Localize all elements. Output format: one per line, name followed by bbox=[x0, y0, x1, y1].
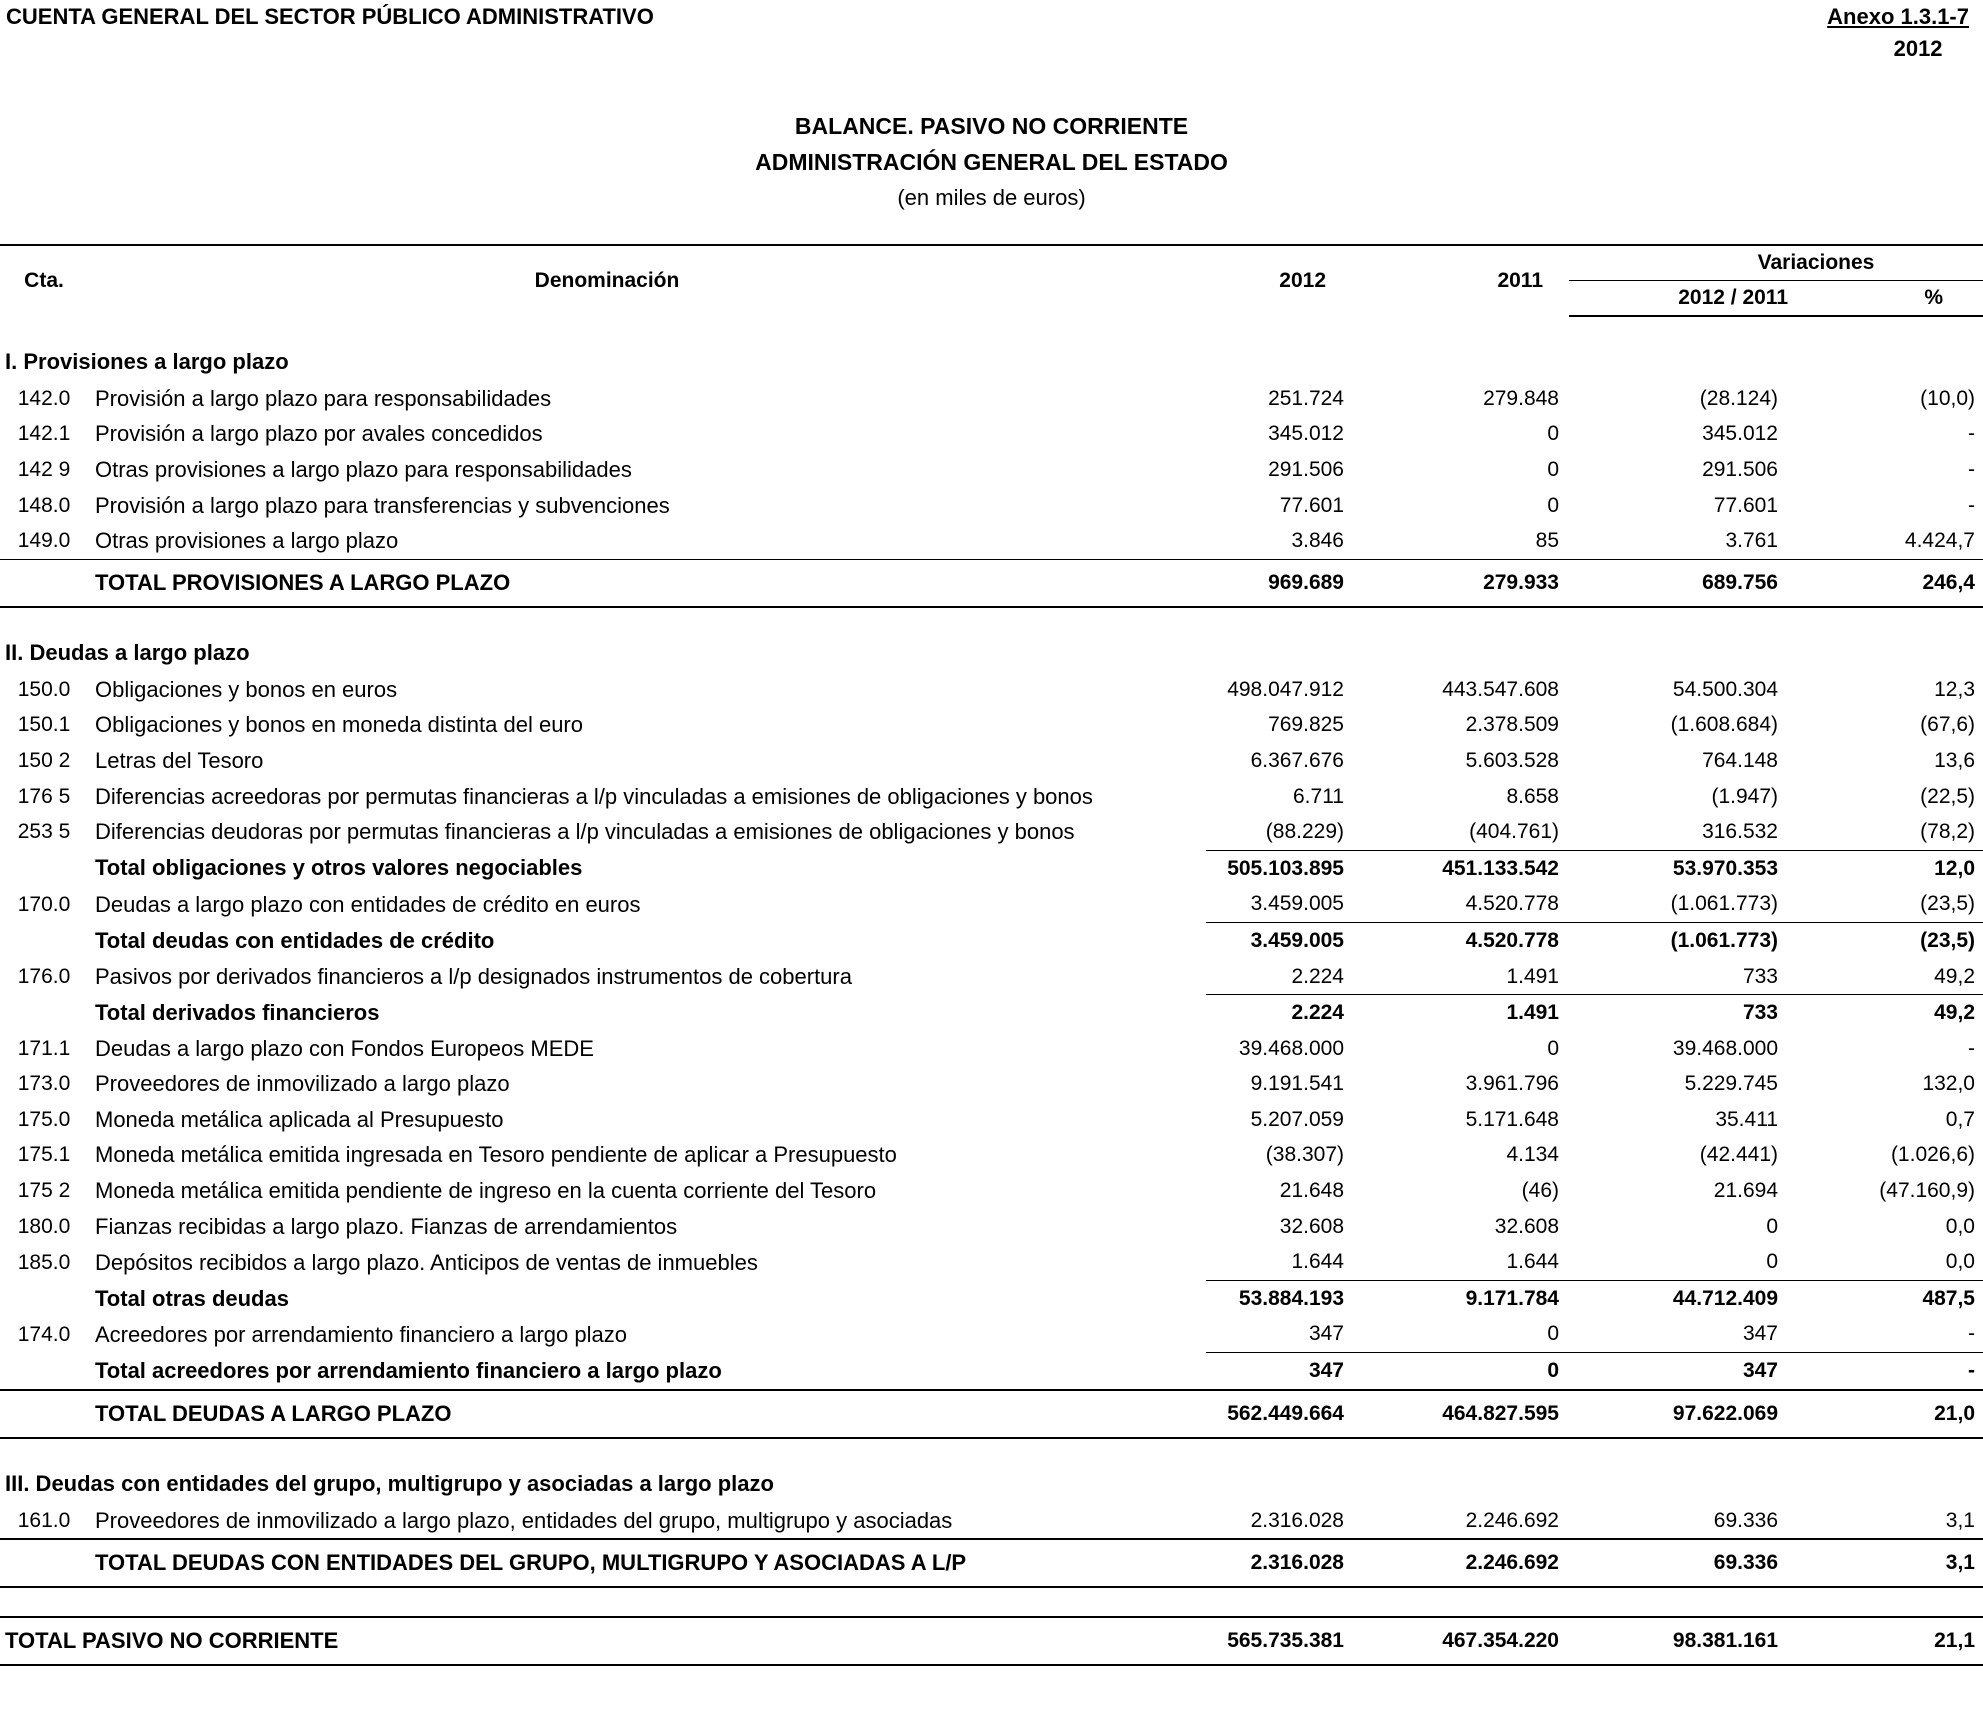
cell-2012: 32.608 bbox=[1279, 1214, 1344, 1238]
cell-var: (1.061.773) bbox=[1569, 887, 1788, 923]
cell-cta bbox=[0, 850, 88, 886]
cell-pct: 132,0 bbox=[1922, 1072, 1975, 1096]
cell-var: 291.506 bbox=[1702, 457, 1778, 481]
cell-pct: 487,5 bbox=[1922, 1286, 1975, 1310]
cell-name: Obligaciones y bonos en euros bbox=[95, 676, 398, 702]
cell-2012: 2.224 bbox=[1206, 959, 1350, 995]
cell-cta: 175.0 bbox=[17, 1107, 71, 1131]
grand-total-row bbox=[0, 1617, 1983, 1665]
cell-name: Depósitos recibidos a largo plazo. Anticipos de ventas de inmuebles bbox=[95, 1249, 758, 1275]
cell-name: Total acreedores por arrendamiento financiero a largo plazo bbox=[95, 1357, 722, 1383]
cell-pct: - bbox=[1968, 422, 1975, 446]
cell-name: Deudas a largo plazo con Fondos Europeos MEDE bbox=[95, 1035, 594, 1061]
cell-2012: 53.884.193 bbox=[1238, 1286, 1344, 1310]
cell-cta: 171.1 bbox=[17, 1036, 71, 1060]
cell-2012: 2.316.028 bbox=[1206, 1539, 1350, 1587]
cell-var: (1.608.684) bbox=[1670, 713, 1778, 737]
total-row bbox=[0, 559, 1983, 607]
cell-pct: 12,0 bbox=[1934, 856, 1975, 880]
cell-cta: 253 5 bbox=[17, 820, 71, 844]
cell-name: Provisión a largo plazo para responsabilidades bbox=[95, 385, 552, 411]
cell-cta bbox=[0, 1539, 88, 1587]
cell-name: Proveedores de inmovilizado a largo plazo bbox=[95, 1071, 510, 1097]
cell-var: (1.947) bbox=[1711, 784, 1778, 808]
cell-pct: - bbox=[1968, 1359, 1975, 1383]
cell-2011: 4.134 bbox=[1506, 1143, 1559, 1167]
cell-cta: 185.0 bbox=[17, 1250, 71, 1274]
cell-var: (1.061.773) bbox=[1670, 928, 1778, 952]
cell-cta bbox=[0, 1281, 88, 1317]
cell-name: TOTAL DEUDAS A LARGO PLAZO bbox=[88, 1390, 1206, 1438]
cell-2011: 443.547.608 bbox=[1442, 677, 1559, 701]
cell-2011: 0 bbox=[1547, 1036, 1559, 1060]
table-row bbox=[0, 708, 1983, 744]
document-titles bbox=[0, 108, 1983, 216]
table-row bbox=[0, 1031, 1983, 1067]
cell-cta: 175 2 bbox=[17, 1179, 71, 1203]
cell-2012: (38.307) bbox=[1265, 1143, 1344, 1167]
cell-pct: (10,0) bbox=[1920, 386, 1975, 410]
col-header-variaciones: Variaciones bbox=[1569, 245, 1983, 281]
cell-var: 69.336 bbox=[1569, 1539, 1788, 1587]
cell-pct: 3,1 bbox=[1788, 1539, 1983, 1587]
cell-var: 347 bbox=[1569, 1317, 1788, 1353]
grand-total-2012: 565.735.381 bbox=[1206, 1617, 1350, 1665]
cell-cta bbox=[0, 995, 88, 1031]
cell-var: 77.601 bbox=[1713, 493, 1778, 517]
cell-cta bbox=[0, 923, 88, 959]
cell-name: TOTAL DEUDAS CON ENTIDADES DEL GRUPO, MULTIGRUPO Y ASOCIADAS A L/P bbox=[88, 1539, 1206, 1587]
cell-name: Diferencias acreedoras por permutas financieras a l/p vinculadas a emisiones de obligaciones y bonos bbox=[95, 783, 1093, 809]
cell-name: Provisión a largo plazo para transferencias y subvenciones bbox=[95, 492, 670, 518]
subtotal-row bbox=[0, 923, 1983, 959]
cell-name: Provisión a largo plazo por avales concedidos bbox=[95, 421, 543, 447]
cell-cta: 142.1 bbox=[17, 422, 71, 446]
cell-name: Total obligaciones y otros valores negociables bbox=[95, 855, 583, 881]
cell-2011: 9.171.784 bbox=[1465, 1286, 1559, 1310]
cell-pct: - bbox=[1788, 1317, 1983, 1353]
subtotal-row bbox=[0, 850, 1983, 886]
cell-cta: 174.0 bbox=[17, 1322, 71, 1346]
cell-pct: - bbox=[1968, 493, 1975, 517]
cell-name: Moneda metálica emitida ingresada en Tesoro pendiente de aplicar a Presupuesto bbox=[95, 1142, 897, 1168]
cell-var: 733 bbox=[1742, 1001, 1778, 1025]
cell-cta bbox=[0, 1390, 88, 1438]
cell-pct: 3,1 bbox=[1945, 1508, 1975, 1532]
cell-pct: (67,6) bbox=[1920, 713, 1975, 737]
cell-2012: 3.846 bbox=[1206, 523, 1350, 559]
cell-2011: 5.171.648 bbox=[1465, 1107, 1559, 1131]
cell-2011: 4.520.778 bbox=[1350, 887, 1569, 923]
cell-var: 5.229.745 bbox=[1684, 1072, 1778, 1096]
cell-2011: 0 bbox=[1350, 1317, 1569, 1353]
cell-2011: 5.603.528 bbox=[1465, 748, 1559, 772]
cell-cta bbox=[0, 559, 88, 607]
cell-pct: 0,0 bbox=[1945, 1214, 1975, 1238]
cell-name: Moneda metálica aplicada al Presupuesto bbox=[95, 1106, 504, 1132]
title-units: (en miles de euros) bbox=[897, 185, 1086, 210]
cell-2012: 769.825 bbox=[1268, 713, 1344, 737]
cell-2011: 1.491 bbox=[1506, 1001, 1559, 1025]
table-row bbox=[0, 488, 1983, 524]
cell-pct: 13,6 bbox=[1934, 748, 1975, 772]
table-row bbox=[0, 417, 1983, 453]
cell-2011: 1.644 bbox=[1350, 1244, 1569, 1280]
cell-var: (28.124) bbox=[1699, 386, 1778, 410]
table-row bbox=[0, 743, 1983, 779]
cell-2012: 6.711 bbox=[1293, 784, 1344, 808]
cell-cta: 142 9 bbox=[17, 457, 71, 481]
cell-2011: 0 bbox=[1547, 1359, 1559, 1383]
section-heading: II. Deudas a largo plazo bbox=[5, 639, 250, 665]
col-header-cta: Cta. bbox=[0, 245, 88, 316]
cell-2011: 1.491 bbox=[1350, 959, 1569, 995]
grand-total-label: TOTAL PASIVO NO CORRIENTE bbox=[0, 1617, 1206, 1665]
cell-2011: 279.933 bbox=[1350, 559, 1569, 607]
cell-cta: 161.0 bbox=[17, 1508, 71, 1532]
cell-2012: 39.468.000 bbox=[1238, 1036, 1344, 1060]
cell-cta bbox=[0, 1353, 88, 1390]
cell-pct: (23,5) bbox=[1788, 887, 1983, 923]
cell-name: Otras provisiones a largo plazo bbox=[88, 523, 1206, 559]
cell-name: TOTAL PROVISIONES A LARGO PLAZO bbox=[88, 559, 1206, 607]
cell-cta: 176.0 bbox=[17, 964, 71, 988]
annex-block bbox=[1827, 4, 1969, 62]
cell-pct: - bbox=[1968, 1036, 1975, 1060]
cell-2012: 498.047.912 bbox=[1227, 677, 1344, 701]
cell-pct: (47.160,9) bbox=[1879, 1179, 1975, 1203]
cell-pct: 49,2 bbox=[1788, 959, 1983, 995]
table-row bbox=[0, 1317, 1983, 1353]
cell-name: Moneda metálica emitida pendiente de ingreso en la cuenta corriente del Tesoro bbox=[95, 1178, 877, 1204]
cell-var: 347 bbox=[1742, 1359, 1778, 1383]
cell-2012: 505.103.895 bbox=[1227, 856, 1344, 880]
table-row bbox=[0, 452, 1983, 488]
cell-name: Obligaciones y bonos en moneda distinta del euro bbox=[95, 712, 583, 738]
cell-pct: 4.424,7 bbox=[1788, 523, 1983, 559]
cell-cta: 150.1 bbox=[17, 713, 71, 737]
cell-pct: (1.026,6) bbox=[1890, 1143, 1975, 1167]
cell-2011: 279.848 bbox=[1483, 386, 1559, 410]
cell-var: 345.012 bbox=[1702, 422, 1778, 446]
cell-pct: 0,0 bbox=[1788, 1244, 1983, 1280]
grand-total-pct: 21,1 bbox=[1788, 1617, 1983, 1665]
title-balance: BALANCE. PASIVO NO CORRIENTE bbox=[794, 113, 1189, 139]
cell-2011: 451.133.542 bbox=[1442, 856, 1559, 880]
cell-2011: 2.246.692 bbox=[1350, 1539, 1569, 1587]
table-row bbox=[0, 887, 1983, 923]
table-row bbox=[0, 1102, 1983, 1138]
cell-2012: 347 bbox=[1206, 1317, 1350, 1353]
cell-2012: 2.224 bbox=[1291, 1001, 1344, 1025]
cell-name: Total derivados financieros bbox=[95, 999, 380, 1025]
table-row bbox=[0, 779, 1983, 815]
cell-2012: 562.449.664 bbox=[1206, 1390, 1350, 1438]
cell-2011: 2.246.692 bbox=[1465, 1508, 1559, 1532]
cell-var: 44.712.409 bbox=[1672, 1286, 1778, 1310]
total-row bbox=[0, 1539, 1983, 1587]
subtotal-row bbox=[0, 995, 1983, 1031]
cell-pct: 12,3 bbox=[1934, 677, 1975, 701]
table-row bbox=[0, 381, 1983, 417]
balance-table bbox=[0, 244, 1983, 1666]
cell-2012: 345.012 bbox=[1268, 422, 1344, 446]
col-header-var-pct: % bbox=[1788, 281, 1983, 317]
subtotal-row bbox=[0, 1353, 1983, 1390]
cell-pct: 0,7 bbox=[1945, 1107, 1975, 1131]
cell-var: 764.148 bbox=[1702, 748, 1778, 772]
cell-pct: 21,0 bbox=[1788, 1390, 1983, 1438]
cell-2011: 0 bbox=[1547, 457, 1559, 481]
section-heading: I. Provisiones a largo plazo bbox=[5, 349, 289, 374]
cell-var: 97.622.069 bbox=[1569, 1390, 1788, 1438]
cell-2011: 464.827.595 bbox=[1350, 1390, 1569, 1438]
table-row bbox=[0, 1173, 1983, 1209]
cell-cta: 176 5 bbox=[17, 784, 71, 808]
cell-name: Diferencias deudoras por permutas financieras a l/p vinculadas a emisiones de obligaciones y bonos bbox=[95, 819, 1075, 845]
cell-var: 3.761 bbox=[1569, 523, 1788, 559]
cell-pct: 246,4 bbox=[1788, 559, 1983, 607]
cell-cta: 142.0 bbox=[17, 386, 71, 410]
total-row bbox=[0, 1390, 1983, 1438]
cell-2011: 2.378.509 bbox=[1465, 713, 1559, 737]
cell-name: Total otras deudas bbox=[95, 1285, 289, 1311]
cell-2012: 1.644 bbox=[1206, 1244, 1350, 1280]
cell-2012: 347 bbox=[1308, 1359, 1344, 1383]
cell-2012: 5.207.059 bbox=[1250, 1107, 1344, 1131]
cell-var: 0 bbox=[1569, 1244, 1788, 1280]
cell-cta: 150.0 bbox=[17, 677, 71, 701]
report-year: 2012 bbox=[1893, 36, 1943, 61]
table-row bbox=[0, 1138, 1983, 1174]
table-row bbox=[0, 814, 1983, 850]
cell-2011: 3.961.796 bbox=[1465, 1072, 1559, 1096]
cell-2012: (88.229) bbox=[1206, 814, 1350, 850]
cell-cta: 180.0 bbox=[17, 1214, 71, 1238]
cell-2012: 3.459.005 bbox=[1206, 887, 1350, 923]
cell-pct: - bbox=[1968, 457, 1975, 481]
cell-pct: (23,5) bbox=[1920, 928, 1975, 952]
cell-name: Letras del Tesoro bbox=[95, 747, 264, 773]
cell-var: 35.411 bbox=[1715, 1107, 1778, 1131]
cell-2011: 0 bbox=[1547, 422, 1559, 446]
cell-var: 316.532 bbox=[1569, 814, 1788, 850]
cell-2011: 4.520.778 bbox=[1465, 928, 1559, 952]
cell-2011: 85 bbox=[1350, 523, 1569, 559]
cell-cta: 148.0 bbox=[17, 493, 71, 517]
cell-cta: 170.0 bbox=[17, 892, 71, 916]
cell-cta: 149.0 bbox=[0, 523, 88, 559]
cell-name: Deudas a largo plazo con entidades de crédito en euros bbox=[95, 891, 641, 917]
cell-name: Acreedores por arrendamiento financiero a largo plazo bbox=[95, 1321, 627, 1347]
report-title: CUENTA GENERAL DEL SECTOR PÚBLICO ADMINISTRATIVO bbox=[6, 4, 654, 29]
table-row bbox=[0, 1067, 1983, 1103]
cell-name: Pasivos por derivados financieros a l/p designados instrumentos de cobertura bbox=[95, 963, 852, 989]
cell-var: 733 bbox=[1569, 959, 1788, 995]
cell-2011: 0 bbox=[1547, 493, 1559, 517]
cell-2012: 291.506 bbox=[1268, 457, 1344, 481]
cell-2011: 32.608 bbox=[1494, 1214, 1559, 1238]
cell-cta: 173.0 bbox=[17, 1072, 71, 1096]
grand-total-2011: 467.354.220 bbox=[1350, 1617, 1569, 1665]
col-header-denominacion: Denominación bbox=[88, 245, 1206, 316]
cell-name: Otras provisiones a largo plazo para responsabilidades bbox=[95, 456, 632, 482]
cell-var: 689.756 bbox=[1569, 559, 1788, 607]
table-row bbox=[0, 523, 1983, 559]
cell-cta: 175.1 bbox=[17, 1143, 71, 1167]
cell-var: (42.441) bbox=[1699, 1143, 1778, 1167]
annex-label: Anexo 1.3.1-7 bbox=[1827, 4, 1969, 29]
cell-2012: 6.367.676 bbox=[1250, 748, 1344, 772]
cell-2012: 251.724 bbox=[1268, 386, 1344, 410]
cell-var: 69.336 bbox=[1713, 1508, 1778, 1532]
cell-2012: 969.689 bbox=[1206, 559, 1350, 607]
cell-2012: 77.601 bbox=[1279, 493, 1344, 517]
col-header-2011: 2011 bbox=[1350, 245, 1569, 316]
table-body bbox=[0, 316, 1983, 1665]
title-entity: ADMINISTRACIÓN GENERAL DEL ESTADO bbox=[755, 149, 1228, 175]
cell-var: 54.500.304 bbox=[1672, 677, 1778, 701]
cell-name: Total deudas con entidades de crédito bbox=[95, 927, 495, 953]
grand-total-var: 98.381.161 bbox=[1569, 1617, 1788, 1665]
table-row bbox=[0, 959, 1983, 995]
cell-name: Proveedores de inmovilizado a largo plazo, entidades del grupo, multigrupo y asociadas bbox=[95, 1507, 953, 1533]
cell-var: 39.468.000 bbox=[1672, 1036, 1778, 1060]
cell-2011: (404.761) bbox=[1350, 814, 1569, 850]
table-row bbox=[0, 1244, 1983, 1280]
cell-pct: (22,5) bbox=[1920, 784, 1975, 808]
table-row bbox=[0, 672, 1983, 708]
cell-name: Fianzas recibidas a largo plazo. Fianzas de arrendamientos bbox=[95, 1213, 678, 1239]
cell-2011: (46) bbox=[1521, 1179, 1559, 1203]
cell-2011: 8.658 bbox=[1506, 784, 1559, 808]
cell-pct: (78,2) bbox=[1788, 814, 1983, 850]
table-row bbox=[0, 1209, 1983, 1245]
col-header-2012: 2012 bbox=[1206, 245, 1350, 316]
cell-2012: 9.191.541 bbox=[1250, 1072, 1344, 1096]
cell-var: 21.694 bbox=[1713, 1179, 1778, 1203]
cell-2012: 3.459.005 bbox=[1250, 928, 1344, 952]
cell-2012: 2.316.028 bbox=[1250, 1508, 1344, 1532]
subtotal-row bbox=[0, 1281, 1983, 1317]
cell-cta: 150 2 bbox=[17, 748, 71, 772]
col-header-var-abs: 2012 / 2011 bbox=[1569, 281, 1788, 317]
section-heading: III. Deudas con entidades del grupo, multigrupo y asociadas a largo plazo bbox=[5, 1470, 774, 1496]
table-row bbox=[0, 1503, 1983, 1540]
cell-2012: 21.648 bbox=[1279, 1179, 1344, 1203]
cell-pct: 49,2 bbox=[1934, 1001, 1975, 1025]
cell-var: 53.970.353 bbox=[1672, 856, 1778, 880]
cell-var: 0 bbox=[1766, 1214, 1778, 1238]
